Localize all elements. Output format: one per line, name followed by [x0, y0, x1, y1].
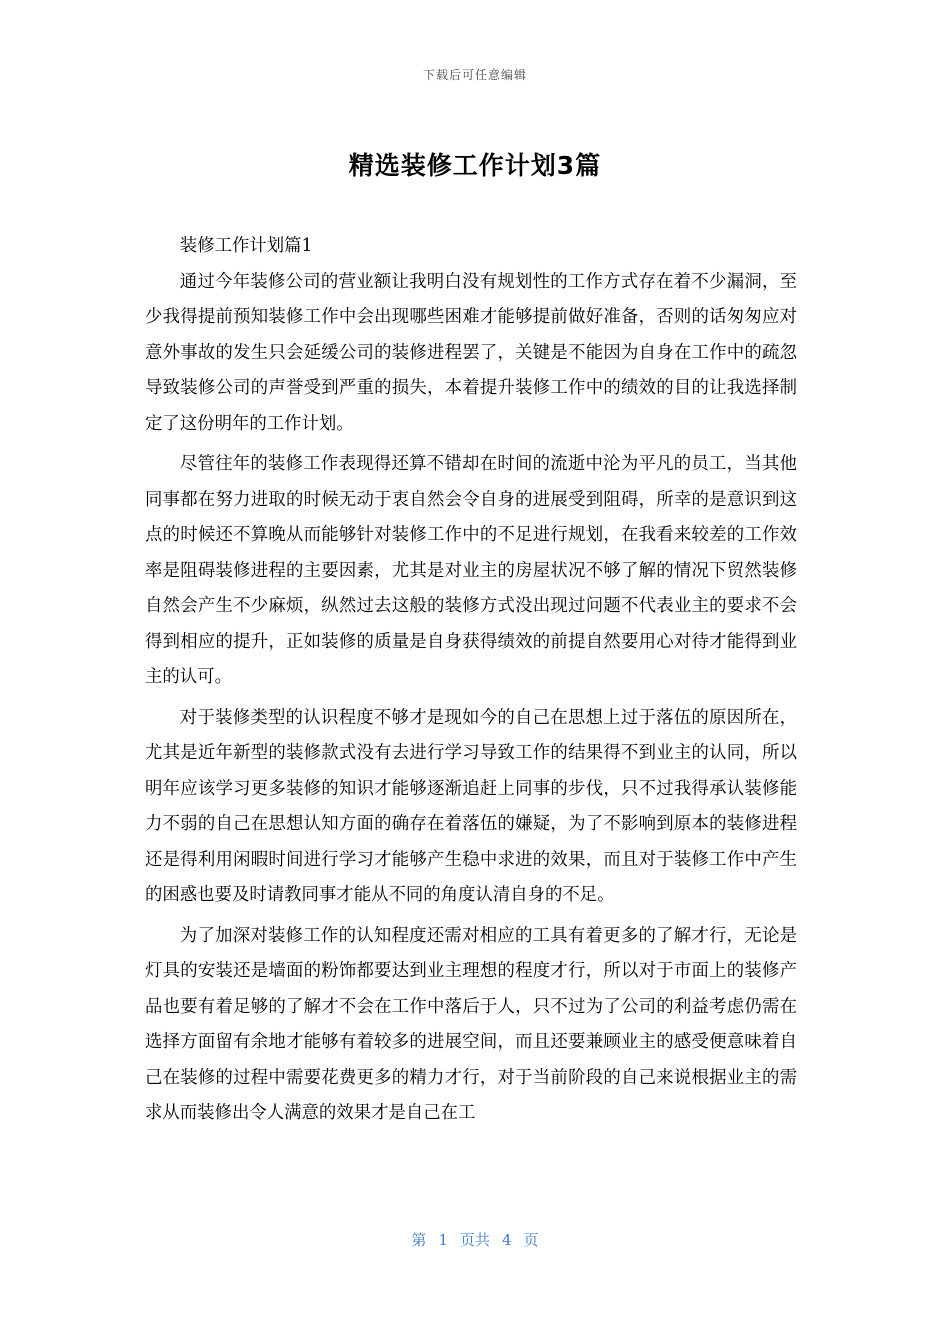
document-body [145, 229, 797, 1132]
paragraph-1: 通过今年装修公司的营业额让我明白没有规划性的工作方式存在着不少漏洞，至少我得提前预知装修工作中会出现哪些困难才能够提前做好准备，否则的话匆匆应对意外事故的发生只会延缓公司的装修进程罢了，关键是不能因为自身在工作中的疏忽导致装修公司的声誉受到严重的损失，本着提升装修工作中的绩效的目的让我选择制定了这份明年的工作计划。 [145, 271, 797, 434]
footer-suffix: 页 [523, 1231, 539, 1249]
document-title: 精选装修工作计划3篇 [348, 151, 602, 180]
footer-current-page: 1 [438, 1231, 448, 1249]
section-heading: 装修工作计划篇1 [179, 236, 313, 256]
page-footer [0, 1229, 950, 1250]
paragraph-3: 对于装修类型的认识程度不够才是现如今的自己在思想上过于落伍的原因所在，尤其是近年新型的装修款式没有去进行学习导致工作的结果得不到业主的认同，所以明年应该学习更多装修的知识才能够逐渐追赶上同事的步伐，只不过我得承认装修能力不弱的自己在思想认知方面的确存在着落伍的嫌疑，为了不影响到原本的装修进程还是得利用闲暇时间进行学习才能够产生稳中求进的效果，而且对于装修工作中产生的困惑也要及时请教同事才能从不同的角度认清自身的不足。 [145, 707, 797, 905]
footer-middle: 页共 [459, 1231, 490, 1249]
footer-total-pages: 4 [502, 1231, 512, 1249]
paragraph-4: 为了加深对装修工作的认知程度还需对相应的工具有着更多的了解才行，无论是灯具的安装还是墙面的粉饰都要达到业主理想的程度才行，所以对于市面上的装修产品也要有着足够的了解才不会在工作中落后于人，只不过为了公司的利益考虑仍需在选择方面留有余地才能够有着较多的进展空间，而且还要兼顾业主的感受便意味着自己在装修的过程中需要花费更多的精力才行，对于当前阶段的自己来说根据业主的需求从而装修出令人满意的效果才是自己在工 [145, 925, 797, 1123]
footer-prefix: 第 [411, 1231, 427, 1249]
header-note: 下载后可任意编辑 [422, 68, 527, 82]
paragraph-2: 尽管往年的装修工作表现得还算不错却在时间的流逝中沦为平凡的员工，当其他同事都在努力进取的时候无动于衷自然会令自身的进展受到阻碍，所幸的是意识到这点的时候还不算晚从而能够针对装修工作中的不足进行规划，在我看来较差的工作效率是阻碍装修进程的主要因素，尤其是对业主的房屋状况不够了解的情况下贸然装修自然会产生不少麻烦，纵然过去这般的装修方式没出现过问题不代表业主的要求不会得到相应的提升，正如装修的质量是自身获得绩效的前提自然要用心对待才能得到业主的认可。 [145, 454, 797, 687]
